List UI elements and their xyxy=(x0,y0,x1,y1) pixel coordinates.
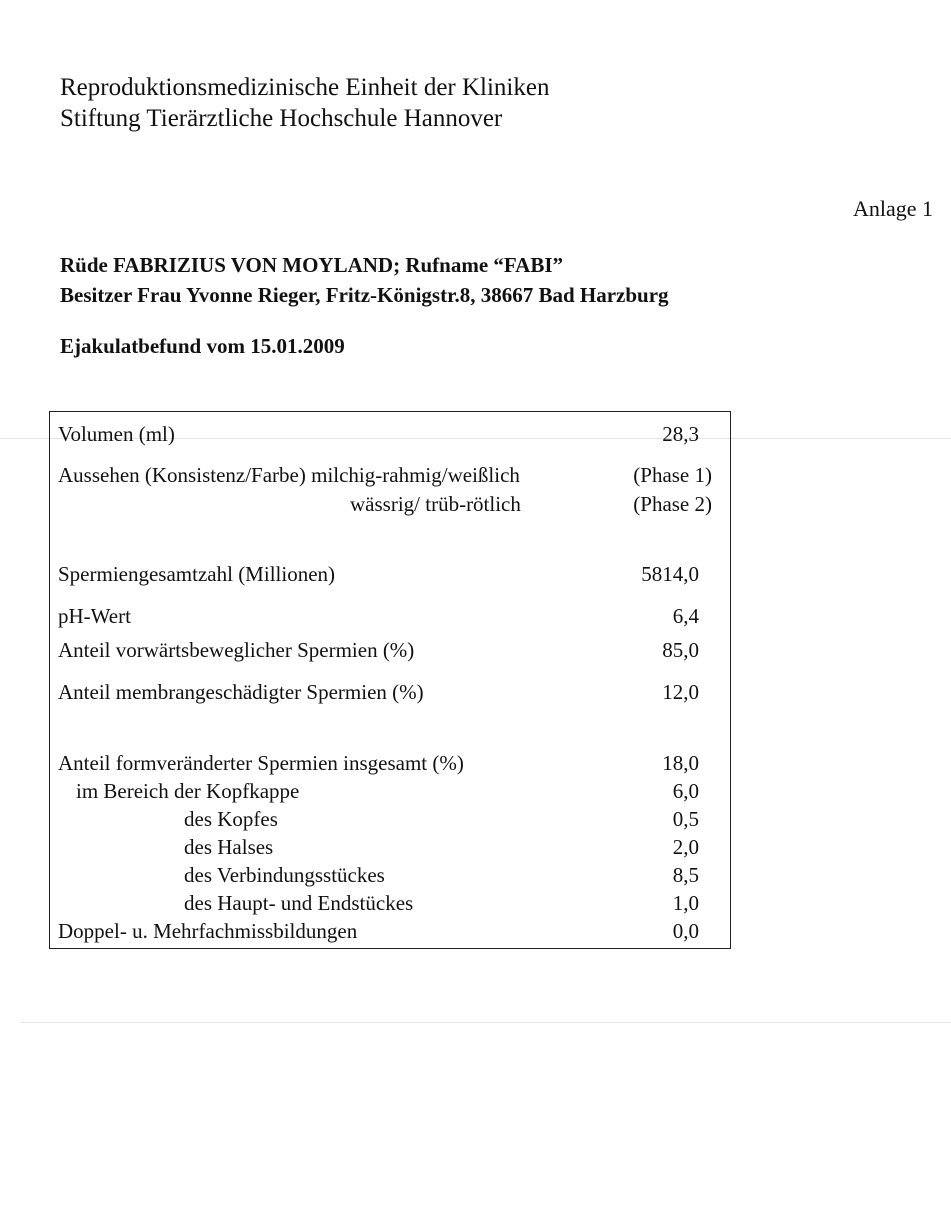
row-label: Spermiengesamtzahl (Millionen) xyxy=(58,562,336,586)
row-label: Volumen (ml) xyxy=(58,422,175,446)
row-abnormal-total xyxy=(50,750,730,776)
row-label: des Verbindungsstückes xyxy=(184,863,385,887)
row-label: Aussehen (Konsistenz/Farbe) milchig-rahmig/weißlich xyxy=(58,463,520,487)
annex-label: Anlage 1 xyxy=(852,196,933,221)
row-head xyxy=(50,806,730,832)
row-value: 8,5 xyxy=(672,863,699,887)
row-label: Anteil formveränderter Spermien insgesamt (%) xyxy=(58,751,464,775)
row-sperm-total xyxy=(50,561,730,587)
row-label: Anteil membrangeschädigter Spermien (%) xyxy=(58,680,424,704)
row-value: 2,0 xyxy=(672,835,699,859)
row-volume xyxy=(50,421,730,447)
dog-name-line: Rüde FABRIZIUS VON MOYLAND; Rufname “FABI” xyxy=(60,253,564,277)
row-midpiece xyxy=(50,862,730,888)
row-appearance xyxy=(50,462,730,488)
results-table xyxy=(49,411,731,949)
row-value: 28,3 xyxy=(662,422,699,446)
row-label: Doppel- u. Mehrfachmissbildungen xyxy=(58,919,358,943)
row-motile xyxy=(50,637,730,663)
row-value: 1,0 xyxy=(672,891,699,915)
phase-1-label: (Phase 1) xyxy=(633,463,712,487)
scan-artifact-line xyxy=(20,1022,951,1023)
row-label: des Halses xyxy=(184,835,274,859)
clinic-header xyxy=(60,72,549,134)
row-label: des Kopfes xyxy=(184,807,278,831)
dog-info xyxy=(60,250,669,310)
row-value: 5814,0 xyxy=(641,562,699,586)
row-multiple xyxy=(50,918,730,944)
row-label: Anteil vorwärtsbeweglicher Spermien (%) xyxy=(58,638,415,662)
row-appearance-phase-2 xyxy=(50,491,730,517)
row-value: 6,4 xyxy=(672,604,699,628)
row-label: pH-Wert xyxy=(58,604,131,628)
phase-2-label: (Phase 2) xyxy=(633,492,712,516)
row-tail xyxy=(50,890,730,916)
row-label: im Bereich der Kopfkappe xyxy=(76,779,300,803)
row-membrane-damaged xyxy=(50,679,730,705)
row-value: 85,0 xyxy=(662,638,699,662)
row-ph xyxy=(50,603,730,629)
row-value: 0,5 xyxy=(672,807,699,831)
row-label: des Haupt- und Endstückes xyxy=(184,891,414,915)
clinic-header-line-1: Reproduktionsmedizinische Einheit der Kliniken xyxy=(60,74,550,101)
row-value: 12,0 xyxy=(662,680,699,704)
row-acrosome xyxy=(50,778,730,804)
row-value: 6,0 xyxy=(672,779,699,803)
row-neck xyxy=(50,834,730,860)
row-value: 0,0 xyxy=(672,919,699,943)
clinic-header-line-2: Stiftung Tierärztliche Hochschule Hannover xyxy=(60,105,503,132)
report-title: Ejakulatbefund vom 15.01.2009 xyxy=(60,334,345,358)
row-value: 18,0 xyxy=(662,751,699,775)
row-label: wässrig/ trüb-rötlich xyxy=(350,492,521,516)
owner-line: Besitzer Frau Yvonne Rieger, Fritz-Königstr.8, 38667 Bad Harzburg xyxy=(60,283,669,307)
